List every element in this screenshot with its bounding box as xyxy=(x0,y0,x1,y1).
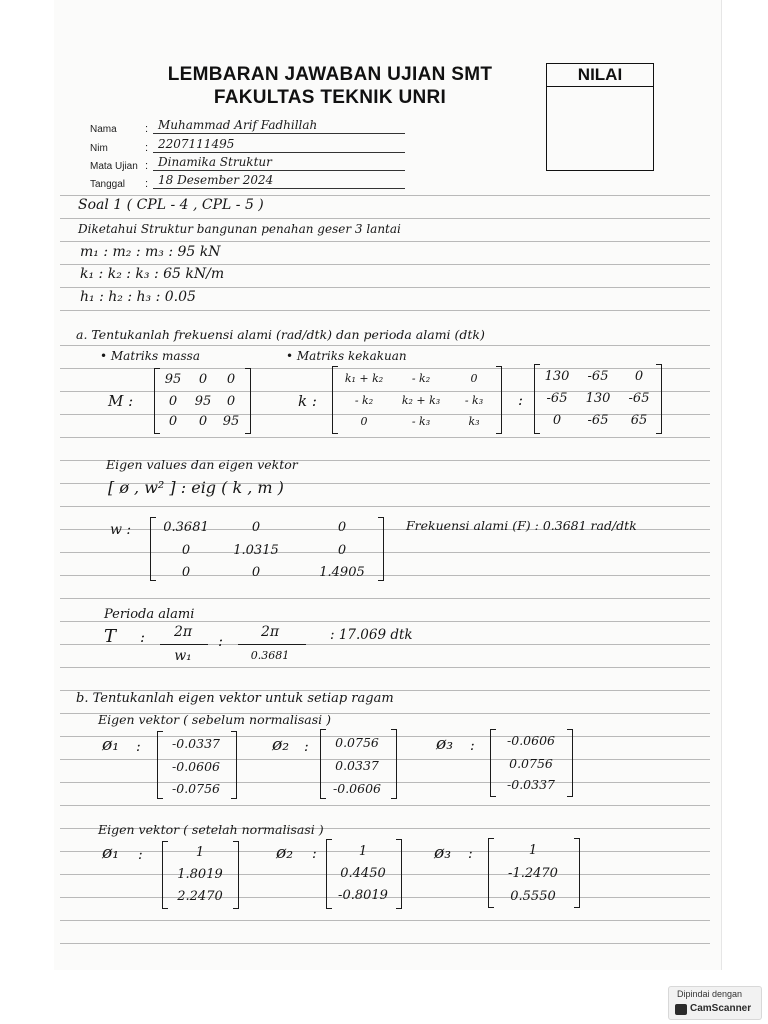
mass-matrix-cell: 0 xyxy=(226,394,236,409)
phi1-symbol: ø₁ xyxy=(102,735,120,755)
phi2-symbol: ø₂ xyxy=(276,843,294,863)
stiffness-value-cell: -65 xyxy=(587,413,609,428)
field-label-tanggal: Tanggal xyxy=(90,179,126,190)
equals-sign: : xyxy=(470,738,475,754)
height-equation: h₁ : h₂ : h₃ : 0.05 xyxy=(80,289,196,305)
eigenvector-cell: 0.5550 xyxy=(510,889,556,904)
vector-bracket-right xyxy=(391,729,397,799)
eigenvector-cell: -0.0606 xyxy=(172,759,220,774)
field-value-nim: 2207111495 xyxy=(158,137,235,151)
eigenvector-cell: -0.0337 xyxy=(507,777,555,792)
eigenvector-cell: -0.0756 xyxy=(172,781,220,796)
ruled-line xyxy=(60,667,710,668)
eigenvector-cell: 0.0756 xyxy=(509,756,553,771)
field-colon: : xyxy=(145,160,149,172)
mass-matrix-cell: 95 xyxy=(164,372,182,387)
stiffness-value-cell: 0 xyxy=(552,413,562,428)
eigen-label: Eigen values dan eigen vektor xyxy=(106,457,298,472)
fraction-denominator: w₁ xyxy=(174,648,192,664)
part-b-heading: b. Tentukanlah eigen vektor untuk setiap ragam xyxy=(76,691,394,706)
eigenvector-cell: -0.0337 xyxy=(172,736,220,751)
stiffness-value-cell: -65 xyxy=(546,391,568,406)
field-value-tanggal: 18 Desember 2024 xyxy=(158,173,274,187)
equals-sign: : xyxy=(468,846,473,862)
stiffness-matrix-cell: - k₂ xyxy=(354,394,374,407)
eigenvector-cell: 1 xyxy=(528,843,538,858)
stiffness-value-cell: -65 xyxy=(628,391,650,406)
phi1-symbol: ø₁ xyxy=(102,843,120,863)
scanner-watermark xyxy=(668,986,762,1020)
eigenvector-cell: -0.0606 xyxy=(507,733,555,748)
mass-matrix-cell: 0 xyxy=(226,372,236,387)
mass-matrix-symbol: M : xyxy=(108,392,134,410)
omega-matrix-cell: 0 xyxy=(181,543,191,558)
stiffness-matrix-cell: k₂ + k₃ xyxy=(401,394,441,407)
equals-sign: : xyxy=(136,739,141,755)
equals-sign: : xyxy=(304,739,309,755)
vector-bracket-right xyxy=(396,839,402,909)
mass-matrix-cell: 95 xyxy=(194,394,212,409)
fraction-denominator: 0.3681 xyxy=(250,649,290,662)
vector-bracket-right xyxy=(574,838,580,908)
period-label: Perioda alami xyxy=(104,607,195,622)
mass-matrix-cell: 0 xyxy=(198,372,208,387)
field-colon: : xyxy=(145,123,149,135)
part-a-heading: a. Tentukanlah frekuensi alami (rad/dtk) dan perioda alami (dtk) xyxy=(76,327,485,342)
eigenvector-cell: 1.8019 xyxy=(177,867,223,882)
stiffness-matrix-cell: 0 xyxy=(360,415,368,428)
question-heading: Soal 1 ( CPL - 4 , CPL - 5 ) xyxy=(78,197,264,213)
mass-matrix-cell: 0 xyxy=(168,394,178,409)
matrix-bracket-right xyxy=(496,366,502,434)
equals-sign: : xyxy=(140,628,146,646)
stiffness-value-cell: 130 xyxy=(585,391,611,406)
fraction-numerator: 2π xyxy=(173,624,193,640)
eigenvector-cell: -1.2470 xyxy=(508,866,558,881)
faculty-title: FAKULTAS TEKNIK UNRI xyxy=(213,87,447,108)
ruled-line xyxy=(60,218,710,219)
grade-box xyxy=(546,63,654,171)
fraction-bar xyxy=(160,644,208,645)
mass-matrix-cell: 95 xyxy=(222,414,240,429)
omega-matrix-cell: 0.3681 xyxy=(163,520,209,535)
ruled-line xyxy=(60,264,710,265)
field-colon: : xyxy=(145,178,149,190)
grade-label: NILAI xyxy=(547,64,653,87)
field-value-nama: Muhammad Arif Fadhillah xyxy=(158,118,318,132)
ruled-line xyxy=(60,805,710,806)
ruled-line xyxy=(60,920,710,921)
phi3-symbol: ø₃ xyxy=(434,843,452,863)
sheet-title: LEMBARAN JAWABAN UJIAN SMT xyxy=(167,64,493,85)
matrix-bracket-right xyxy=(378,517,384,581)
omega-matrix-cell: 0 xyxy=(181,565,191,580)
eigenvector-cell: 0.0337 xyxy=(335,758,379,773)
equals-sign: : xyxy=(312,846,317,862)
field-underline xyxy=(153,133,405,134)
period-symbol: T xyxy=(104,626,117,647)
mass-equation: m₁ : m₂ : m₃ : 95 kN xyxy=(80,244,221,260)
field-label-nama: Nama xyxy=(90,124,117,135)
ruled-line xyxy=(60,241,710,242)
ruled-line xyxy=(60,598,710,599)
eigenvector-cell: 2.2470 xyxy=(177,889,223,904)
field-label-mata-ujian: Mata Ujian xyxy=(90,161,138,172)
mass-matrix-cell: 0 xyxy=(168,414,178,429)
equals-sign: : xyxy=(218,632,224,650)
stiffness-matrix-cell: - k₃ xyxy=(464,394,484,407)
omega-matrix-cell: 0 xyxy=(251,565,261,580)
ruled-line xyxy=(60,943,710,944)
eigen-equation: [ ø , w² ] : eig ( k , m ) xyxy=(108,478,284,497)
equals-sign: : xyxy=(138,847,143,863)
matrix-bracket-right xyxy=(245,368,251,434)
eigenvector-cell: -0.0606 xyxy=(333,781,381,796)
eigenvector-cell: -0.8019 xyxy=(338,888,388,903)
phi2-symbol: ø₂ xyxy=(272,735,290,755)
field-underline xyxy=(153,170,405,171)
stiffness-matrix-cell: - k₂ xyxy=(411,372,431,385)
eigenvector-cell: 0.0756 xyxy=(335,735,379,750)
stiffness-matrix-symbol: k : xyxy=(298,392,317,410)
stiffness-matrix-cell: k₁ + k₂ xyxy=(344,372,384,385)
eigenvector-cell: 1 xyxy=(358,844,368,859)
field-value-mata-ujian: Dinamika Struktur xyxy=(158,155,272,169)
ruled-line xyxy=(60,287,710,288)
ruled-line xyxy=(60,345,710,346)
ruled-line xyxy=(60,195,710,196)
phi3-symbol: ø₃ xyxy=(436,734,454,754)
eigenvector-before-label: Eigen vektor ( sebelum normalisasi ) xyxy=(98,712,331,727)
omega-matrix-cell: 0 xyxy=(337,543,347,558)
omega-matrix-symbol: w : xyxy=(110,522,132,538)
fraction-numerator: 2π xyxy=(260,624,280,640)
stiffness-value-cell: -65 xyxy=(587,369,609,384)
omega-matrix-cell: 1.0315 xyxy=(233,543,279,558)
period-result: : 17.069 dtk xyxy=(330,627,413,643)
stiffness-matrix-cell: 0 xyxy=(470,372,478,385)
stiffness-value-cell: 65 xyxy=(630,413,648,428)
eigenvector-cell: 1 xyxy=(195,845,205,860)
given-text: Diketahui Struktur bangunan penahan geser 3 lantai xyxy=(78,222,401,236)
scanner-caption: Dipindai dengan xyxy=(677,989,743,999)
ruled-line xyxy=(60,310,710,311)
field-label-nim: Nim xyxy=(90,143,108,154)
fraction-bar xyxy=(238,644,306,645)
stiffness-value-cell: 130 xyxy=(544,369,570,384)
ruled-line xyxy=(60,644,710,645)
stiffness-matrix-cell: - k₃ xyxy=(411,415,431,428)
eigenvector-cell: 0.4450 xyxy=(340,866,386,881)
omega-matrix-cell: 0 xyxy=(337,520,347,535)
equals-sign: : xyxy=(518,391,524,409)
stiffness-value-cell: 0 xyxy=(634,369,644,384)
field-underline xyxy=(153,188,405,189)
field-colon: : xyxy=(145,142,149,154)
ruled-line xyxy=(60,506,710,507)
mass-matrix-cell: 0 xyxy=(198,414,208,429)
mass-matrix-label: • Matriks massa xyxy=(100,349,200,363)
natural-frequency-result: Frekuensi alami (F) : 0.3681 rad/dtk xyxy=(406,518,637,533)
omega-matrix-cell: 0 xyxy=(251,520,261,535)
omega-matrix-cell: 1.4905 xyxy=(319,565,365,580)
field-underline xyxy=(153,152,405,153)
eigenvector-after-label: Eigen vektor ( setelah normalisasi ) xyxy=(98,822,324,837)
scanner-brand: CamScanner xyxy=(690,1003,752,1014)
stiffness-matrix-cell: k₃ xyxy=(468,415,480,428)
stiffness-matrix-label: • Matriks kekakuan xyxy=(286,349,407,363)
camscanner-logo-icon xyxy=(675,1004,687,1015)
ruled-line xyxy=(60,437,710,438)
stiffness-equation: k₁ : k₂ : k₃ : 65 kN/m xyxy=(80,266,225,282)
